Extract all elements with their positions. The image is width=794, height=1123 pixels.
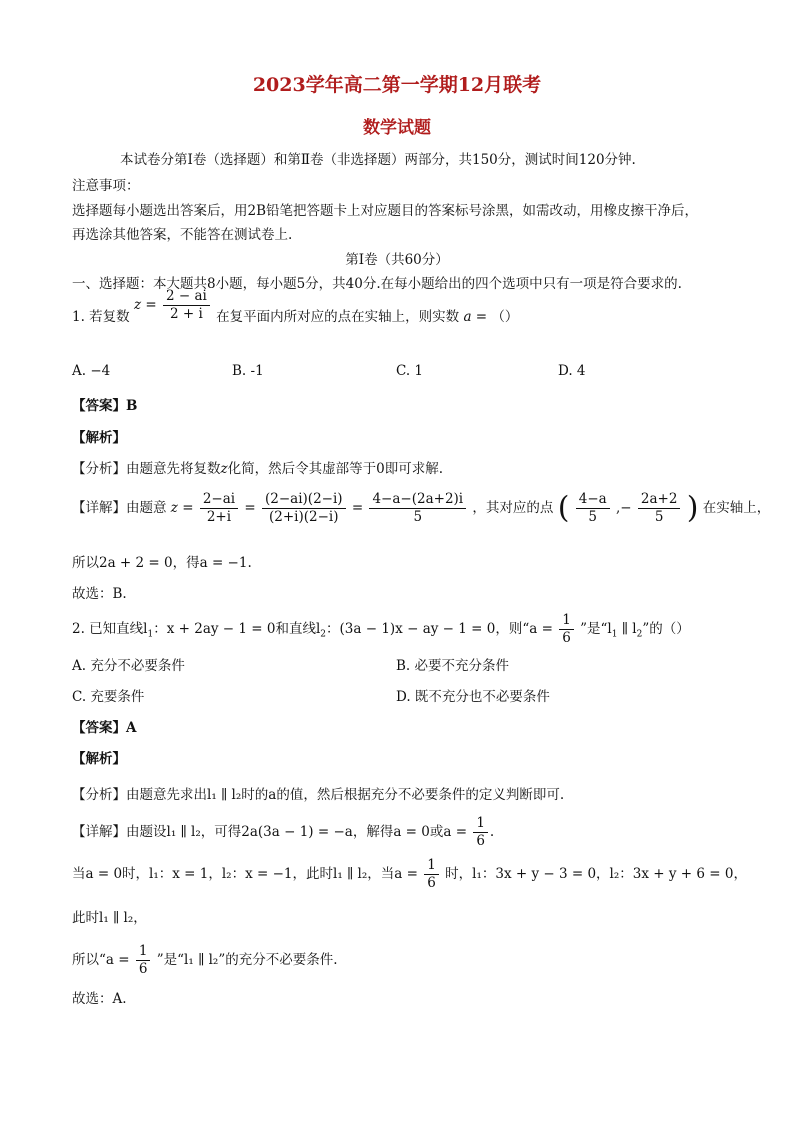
question-1-stem <box>72 288 519 335</box>
q1-detail-frac-2 <box>262 491 346 526</box>
q2-case-frac-den: 6 <box>427 875 436 891</box>
q1-detail-pre: 【详解】由题意 <box>72 500 167 516</box>
q1-detail-post: 在实轴上， <box>702 500 771 516</box>
q1-option-a: A. −4 <box>72 363 111 379</box>
q2-detail <box>72 815 494 850</box>
q1-option-d: D. 4 <box>558 363 586 379</box>
q2-so-frac-den: 6 <box>138 961 148 977</box>
q1-point-x-den: 5 <box>588 509 597 525</box>
q2-sub-4: 2 <box>636 629 643 640</box>
q2-detail-end: . <box>489 824 495 840</box>
q2-so-frac <box>136 943 151 978</box>
q1-point-sep: ,− <box>615 500 632 516</box>
q1-prefix: 1. 若复数 <box>72 309 130 325</box>
q2-case-frac <box>424 857 439 892</box>
q1-point-y-num: 2a+2 <box>638 491 681 509</box>
q2-option-c: C. 充要条件 <box>72 689 145 705</box>
q1-point-x-num: 4−a <box>576 491 610 509</box>
q2-option-d: D. 既不充分也不必要条件 <box>396 689 550 705</box>
q1-answer: 【答案】B <box>72 398 138 414</box>
q2-option-a: A. 充分不必要条件 <box>72 658 185 674</box>
notice-line-2: 再选涂其他答案，不能答在测试卷上. <box>72 227 293 243</box>
q2-frac-den: 6 <box>562 630 571 646</box>
q2-option-b: B. 必要不充分条件 <box>396 658 510 674</box>
q1-choose: 故选：B. <box>72 586 127 602</box>
q2-stem-b: ：x + 2ay − 1 = 0和直线l <box>153 621 321 637</box>
q2-detail-frac <box>473 815 488 850</box>
q1-detail-frac-1 <box>200 491 238 526</box>
q1-detail-frac-3-den: 5 <box>413 509 423 525</box>
q2-then: 此时l₁ ∥ l₂， <box>72 910 147 926</box>
q2-jiexi: 【解析】 <box>72 751 126 767</box>
q1-conclusion: 所以2a + 2 = 0，得a = −1. <box>72 555 252 571</box>
q1-fraction-num: 2 − ai <box>163 288 210 306</box>
q1-detail-z: z = <box>170 500 194 516</box>
q2-stem-c: ：(3a − 1)x − ay − 1 = 0，则“a = <box>326 621 553 637</box>
q1-detail <box>72 491 770 526</box>
notice-heading: 注意事项： <box>72 178 140 194</box>
q2-detail-pre: 【详解】由题设l₁ ∥ l₂，可得2a(3a − 1) = −a，解得a = 0或a = <box>72 824 468 840</box>
q2-case-b: 时，l₁：3x + y − 3 = 0，l₂：3x + y + 6 = 0， <box>445 866 747 882</box>
q2-analysis: 【分析】由题意先求出l₁ ∥ l₂时的a的值，然后根据充分不必要条件的定义判断即可. <box>72 787 565 803</box>
section-heading: 一、选择题：本大题共8小题，每小题5分，共40分.在每小题给出的四个选项中只有一项是符合要求的. <box>72 276 682 292</box>
exam-title: 2023学年高二第一学期12月联考 <box>252 74 542 96</box>
part-heading: 第Ⅰ卷（共60分） <box>345 252 449 268</box>
q2-frac-num: 1 <box>559 612 574 630</box>
q1-detail-frac-3 <box>369 491 466 526</box>
q2-stem-e: ∥ l <box>617 621 637 637</box>
q2-so-frac-num: 1 <box>136 943 151 961</box>
q1-a-eq: a = <box>463 309 488 325</box>
q2-detail-frac-den: 6 <box>476 833 485 849</box>
q1-point-y-den: 5 <box>654 509 664 525</box>
q1-right-paren: ) <box>686 490 699 526</box>
exam-description: 本试卷分第Ⅰ卷（选择题）和第Ⅱ卷（非选择题）两部分，共150分，测试时间120分钟. <box>120 152 636 168</box>
q2-sub-1: 1 <box>147 629 154 640</box>
q1-detail-eq-1: = <box>244 500 256 516</box>
q1-option-c: C. 1 <box>396 363 424 379</box>
q1-analysis-post: 化简，然后令其虚部等于0即可求解. <box>227 461 444 477</box>
q1-detail-mid: ，其对应的点 <box>472 500 554 516</box>
q2-stem-f: ”的（） <box>642 621 690 637</box>
q2-choose: 故选：A. <box>72 991 127 1007</box>
q2-sub-3: 1 <box>611 629 618 640</box>
q1-fraction <box>163 288 210 323</box>
q2-stem-a: 2. 已知直线l <box>72 621 148 637</box>
q2-frac-one-sixth <box>559 612 574 647</box>
q2-sub-2: 2 <box>320 629 327 640</box>
q1-detail-frac-2-num: (2−ai)(2−i) <box>262 491 346 509</box>
q2-detail-frac-num: 1 <box>473 815 488 833</box>
q1-analysis-z: z <box>220 461 228 477</box>
q2-case-frac-num: 1 <box>424 857 439 875</box>
q1-detail-frac-2-den: (2+i)(2−i) <box>269 509 339 525</box>
q2-conclusion <box>72 943 338 978</box>
q1-option-b: B. -1 <box>232 363 264 379</box>
q2-case-a: 当a = 0时，l₁：x = 1，l₂：x = −1，此时l₁ ∥ l₂，当a = <box>72 866 418 882</box>
q2-stem-d: ”是“l <box>580 621 612 637</box>
q1-analysis <box>72 457 443 477</box>
q1-jiexi: 【解析】 <box>72 430 126 446</box>
q2-answer: 【答案】A <box>72 720 137 736</box>
q1-detail-eq-2: = <box>351 500 364 516</box>
q1-analysis-pre: 【分析】由题意先将复数 <box>72 461 221 477</box>
q1-left-paren: ( <box>557 490 570 526</box>
q1-blank: （） <box>491 309 519 325</box>
q2-case-line <box>72 857 747 892</box>
question-2-stem <box>72 612 690 647</box>
q1-detail-frac-3-num: 4−a−(2a+2)i <box>369 491 466 509</box>
q1-fraction-den: 2 + i <box>170 306 203 322</box>
exam-subtitle: 数学试题 <box>363 118 431 138</box>
q1-z-eq: z = <box>133 297 157 313</box>
q1-point-x <box>576 491 610 526</box>
q1-detail-frac-1-den: 2+i <box>206 509 232 525</box>
q1-post: 在复平面内所对应的点在实轴上，则实数 <box>216 309 460 325</box>
q1-point-y <box>638 491 681 526</box>
q2-so-pre: 所以“a = <box>72 952 130 968</box>
notice-line-1: 选择题每小题选出答案后，用2B铅笔把答题卡上对应题目的答案标号涂黑，如需改动，用橡皮擦干净后， <box>72 203 699 219</box>
q2-so-post: ”是“l₁ ∥ l₂”的充分不必要条件. <box>156 952 338 968</box>
q1-detail-frac-1-num: 2−ai <box>200 491 238 509</box>
